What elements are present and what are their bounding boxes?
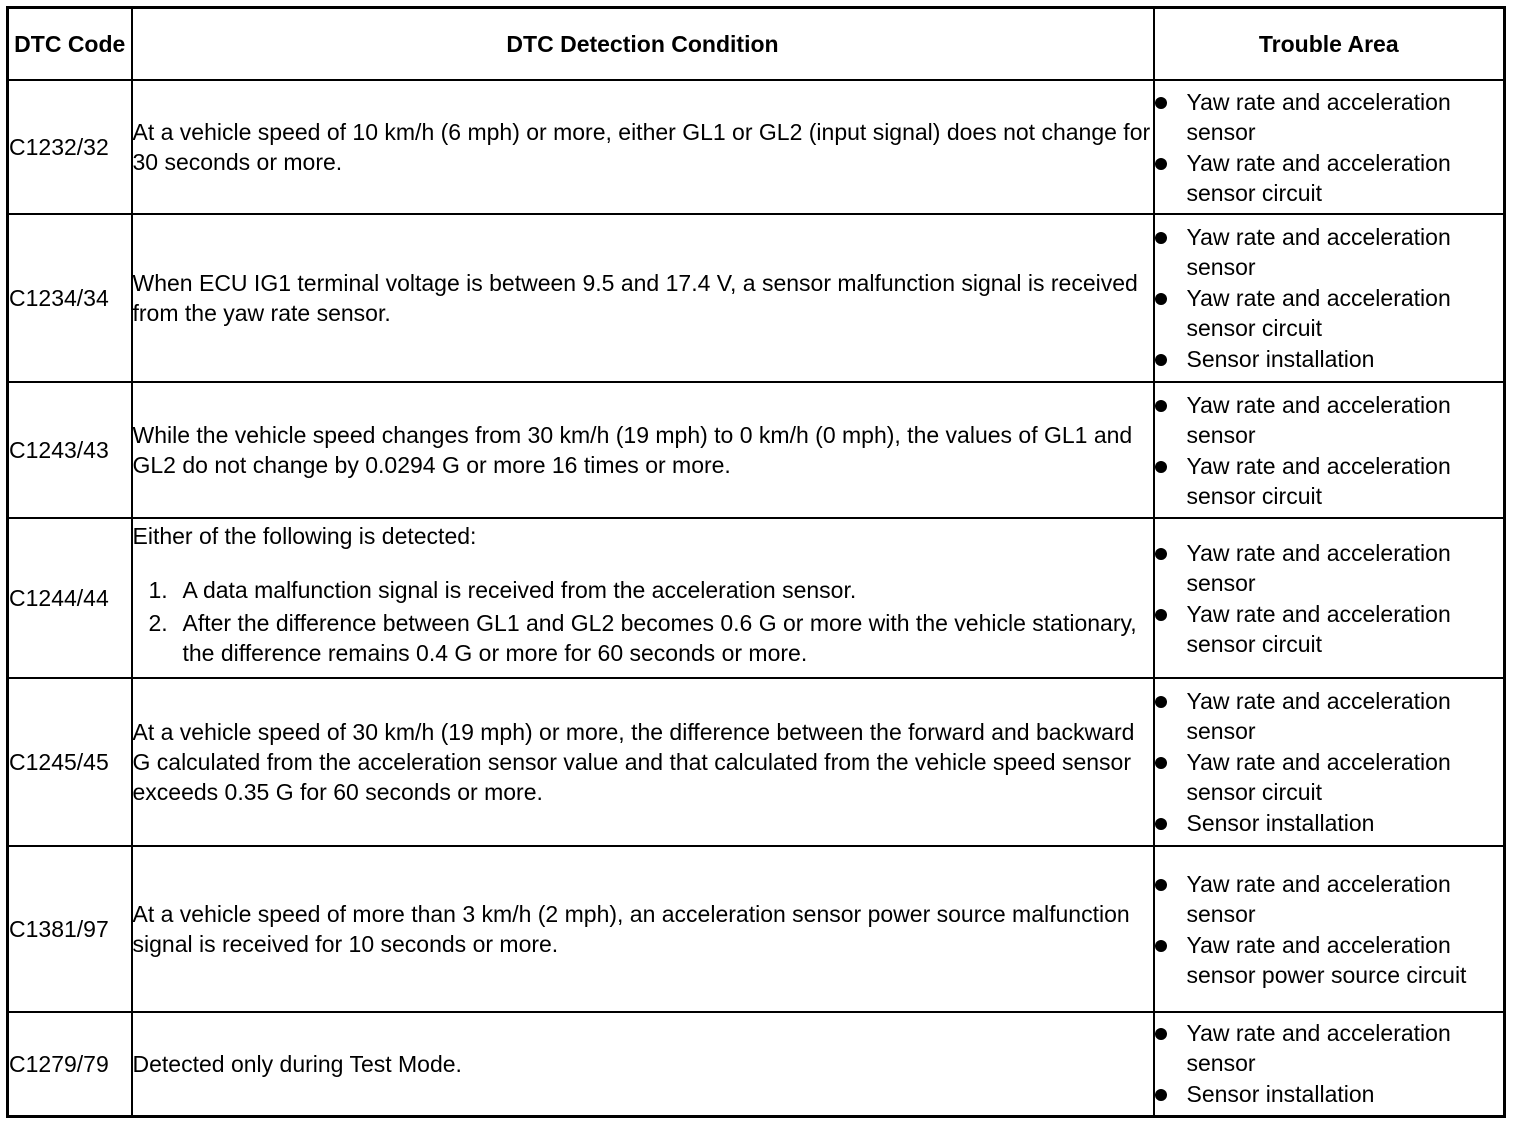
condition-cell: When ECU IG1 terminal voltage is between 9.5 and 17.4 V, a sensor malfunction signal is received from the yaw rate sensor. — [132, 214, 1154, 382]
trouble-area-item: Yaw rate and acceleration sensor circuit — [1155, 599, 1504, 659]
trouble-area-cell — [1154, 1012, 1505, 1116]
condition-step — [133, 608, 1153, 668]
trouble-area-list — [1155, 390, 1504, 511]
trouble-area-item: Yaw rate and acceleration sensor — [1155, 1018, 1504, 1078]
header-trouble-area: Trouble Area — [1154, 8, 1505, 81]
header-detection-condition: DTC Detection Condition — [132, 8, 1154, 81]
trouble-area-item: Yaw rate and acceleration sensor — [1155, 87, 1504, 147]
table-row — [8, 678, 1505, 846]
trouble-area-cell — [1154, 846, 1505, 1012]
step-text: A data malfunction signal is received from the acceleration sensor. — [182, 577, 857, 603]
dtc-code-cell: C1381/97 — [8, 846, 132, 1012]
trouble-area-item: Yaw rate and acceleration sensor circuit — [1155, 148, 1504, 208]
trouble-area-cell — [1154, 678, 1505, 846]
trouble-area-list — [1155, 87, 1504, 208]
table-row — [8, 1012, 1505, 1116]
table-row — [8, 518, 1505, 678]
dtc-code-cell: C1243/43 — [8, 382, 132, 518]
step-text: After the difference between GL1 and GL2 becomes 0.6 G or more with the vehicle stationary, the difference remains 0.4 G or more for 60 seconds or more. — [182, 610, 1137, 666]
trouble-area-item: Yaw rate and acceleration sensor — [1155, 686, 1504, 746]
dtc-code-cell: C1234/34 — [8, 214, 132, 382]
dtc-code-cell: C1244/44 — [8, 518, 132, 678]
trouble-area-item: Yaw rate and acceleration sensor — [1155, 538, 1504, 598]
step-number: 2. — [148, 610, 168, 636]
trouble-area-item: Yaw rate and acceleration sensor — [1155, 869, 1504, 929]
trouble-area-list — [1155, 869, 1504, 990]
trouble-area-item: Yaw rate and acceleration sensor power source circuit — [1155, 930, 1504, 990]
condition-cell — [132, 518, 1154, 678]
trouble-area-item: Yaw rate and acceleration sensor — [1155, 390, 1504, 450]
table-row — [8, 382, 1505, 518]
trouble-area-cell — [1154, 214, 1505, 382]
trouble-area-item: Sensor installation — [1155, 808, 1504, 838]
trouble-area-item: Sensor installation — [1155, 344, 1504, 374]
dtc-table — [6, 6, 1506, 1118]
trouble-area-item: Yaw rate and acceleration sensor circuit — [1155, 283, 1504, 343]
condition-step — [133, 575, 1153, 605]
table-row — [8, 846, 1505, 1012]
trouble-area-list — [1155, 1018, 1504, 1109]
dtc-code-cell: C1232/32 — [8, 80, 132, 214]
header-row — [8, 8, 1505, 81]
trouble-area-list — [1155, 686, 1504, 838]
trouble-area-item: Yaw rate and acceleration sensor circuit — [1155, 451, 1504, 511]
condition-cell: At a vehicle speed of 10 km/h (6 mph) or more, either GL1 or GL2 (input signal) does not change for 30 seconds or more. — [132, 80, 1154, 214]
dtc-code-cell: C1279/79 — [8, 1012, 132, 1116]
condition-intro: Either of the following is detected: — [132, 523, 477, 549]
trouble-area-list — [1155, 222, 1504, 374]
step-number: 1. — [148, 577, 168, 603]
trouble-area-cell — [1154, 518, 1505, 678]
trouble-area-item: Sensor installation — [1155, 1079, 1504, 1109]
condition-cell: While the vehicle speed changes from 30 km/h (19 mph) to 0 km/h (0 mph), the values of GL1 and GL2 do not change by 0.0294 G or more 16 times or more. — [132, 382, 1154, 518]
dtc-code-cell: C1245/45 — [8, 678, 132, 846]
trouble-area-item: Yaw rate and acceleration sensor — [1155, 222, 1504, 282]
trouble-area-cell — [1154, 80, 1505, 214]
trouble-area-list — [1155, 538, 1504, 659]
trouble-area-item: Yaw rate and acceleration sensor circuit — [1155, 747, 1504, 807]
condition-cell: At a vehicle speed of 30 km/h (19 mph) or more, the difference between the forward and backward G calculated from the acceleration sensor value and that calculated from the vehicle speed sensor exceeds 0.35 G for 60 seconds or more. — [132, 678, 1154, 846]
table-row — [8, 214, 1505, 382]
condition-steps — [133, 575, 1153, 668]
condition-cell: At a vehicle speed of more than 3 km/h (2 mph), an acceleration sensor power source malfunction signal is received for 10 seconds or more. — [132, 846, 1154, 1012]
table-row — [8, 80, 1505, 214]
header-dtc-code: DTC Code — [8, 8, 132, 81]
condition-cell: Detected only during Test Mode. — [132, 1012, 1154, 1116]
trouble-area-cell — [1154, 382, 1505, 518]
